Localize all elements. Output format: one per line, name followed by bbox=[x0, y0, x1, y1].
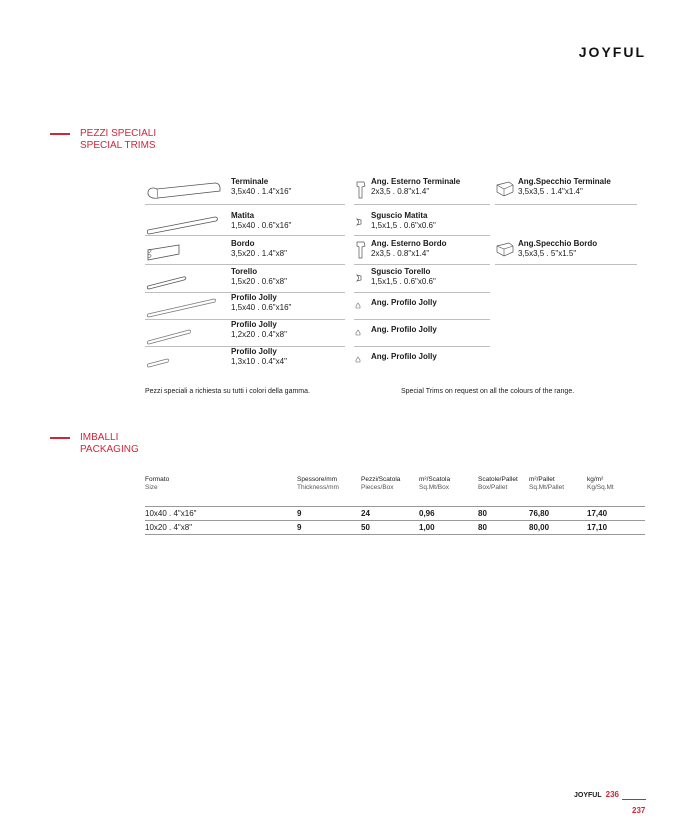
special-trims-note-it: Pezzi speciali a richiesta su tutti i colori della gamma. bbox=[145, 388, 310, 395]
corner-jolly-icon bbox=[354, 350, 368, 372]
trim-name: Sguscio Torello bbox=[371, 267, 431, 276]
trim-name: Ang. Esterno Terminale bbox=[371, 177, 461, 186]
trim-pencil-icon bbox=[145, 212, 223, 236]
corner-jolly-icon bbox=[354, 296, 368, 318]
trim-item bbox=[354, 237, 490, 265]
trim-item bbox=[145, 265, 345, 293]
trim-dimension: 1,5x40 . 0.6"x16" bbox=[231, 303, 292, 312]
column-header: Spessore/mm Thickness/mm bbox=[297, 476, 339, 491]
footer-brand: JOYFUL bbox=[574, 792, 602, 799]
trim-dimension: 3,5x3,5 . 5"x1.5" bbox=[518, 249, 577, 258]
trim-item bbox=[495, 177, 637, 205]
trim-dimension: 1,5x40 . 0.6"x16" bbox=[231, 221, 292, 230]
trim-dimension: 3,5x3,5 . 1.4"x1.4" bbox=[518, 187, 583, 196]
mirror-corner-border-icon bbox=[495, 240, 515, 262]
table-cell: 24 bbox=[361, 507, 419, 521]
trim-jolly-icon bbox=[145, 296, 223, 320]
trim-dimension: 1,2x20 . 0.4"x8" bbox=[231, 330, 287, 339]
heading-dash bbox=[50, 133, 70, 135]
column-header: m²/Pallet Sq.Mt/Pallet bbox=[529, 476, 565, 491]
trim-item bbox=[354, 177, 490, 205]
corner-jolly-icon bbox=[354, 323, 368, 345]
trim-name: Ang. Esterno Bordo bbox=[371, 239, 447, 248]
table-cell: 1,00 bbox=[419, 521, 478, 535]
corner-border-icon bbox=[354, 240, 368, 262]
cove-pencil-icon bbox=[354, 212, 368, 234]
table-cell: 9 bbox=[297, 521, 361, 535]
trim-item bbox=[354, 293, 490, 320]
mirror-corner-terminal-icon bbox=[495, 180, 515, 202]
table-cell: 50 bbox=[361, 521, 419, 535]
trim-dimension: 1,5x1,5 . 0.6"x0.6" bbox=[371, 277, 436, 286]
table-row bbox=[145, 507, 645, 521]
trim-item bbox=[145, 177, 345, 205]
table-cell: 10x20 . 4"x8" bbox=[145, 521, 297, 535]
trim-name: Matita bbox=[231, 211, 255, 220]
column-header: m²/Scatola Sq.Mt/Box bbox=[419, 476, 451, 491]
column-header: Scatole/Pallet Box/Pallet bbox=[478, 476, 518, 491]
trim-dimension: 3,5x20 . 1.4"x8" bbox=[231, 249, 287, 258]
trim-jolly-short-icon bbox=[145, 350, 223, 374]
trim-dimension: 1,5x20 . 0.6"x8" bbox=[231, 277, 287, 286]
table-cell: 17,10 bbox=[587, 521, 645, 535]
table-cell: 80,00 bbox=[529, 521, 587, 535]
footer-left bbox=[574, 790, 619, 799]
column-header: Pezzi/Scatola Pieces/Box bbox=[361, 476, 401, 491]
trim-name: Ang. Profilo Jolly bbox=[371, 298, 437, 307]
column-header: kg/m² Kg/Sq.Mt bbox=[587, 476, 614, 491]
table-header-row bbox=[145, 476, 645, 507]
page-number-left: 236 bbox=[605, 790, 619, 799]
trim-dimension: 3,5x40 . 1.4"x16" bbox=[231, 187, 292, 196]
trim-name: Profilo Jolly bbox=[231, 320, 277, 329]
trim-torello-icon bbox=[145, 268, 223, 292]
trim-terminal-icon bbox=[145, 180, 223, 204]
cove-torello-icon bbox=[354, 268, 368, 290]
trim-name: Ang.Specchio Bordo bbox=[518, 239, 598, 248]
trim-name: Torello bbox=[231, 267, 258, 276]
table-cell: 17,40 bbox=[587, 507, 645, 521]
trim-name: Ang. Profilo Jolly bbox=[371, 352, 437, 361]
packaging-title-it: IMBALLI bbox=[80, 432, 119, 443]
packaging-table bbox=[145, 476, 645, 535]
trim-item bbox=[495, 237, 637, 265]
brand-title: JOYFUL bbox=[578, 44, 646, 60]
trim-name: Sguscio Matita bbox=[371, 211, 428, 220]
trim-item bbox=[354, 265, 490, 293]
trim-name: Profilo Jolly bbox=[231, 347, 277, 356]
trim-name: Terminale bbox=[231, 177, 269, 186]
trim-item bbox=[145, 293, 345, 320]
trim-jolly-icon bbox=[145, 323, 223, 347]
trim-border-icon bbox=[145, 240, 223, 264]
table-cell: 80 bbox=[478, 507, 529, 521]
table-cell: 10x40 . 4"x16" bbox=[145, 507, 297, 521]
special-trims-note-en: Special Trims on request on all the colours of the range. bbox=[401, 388, 575, 395]
trim-item bbox=[354, 209, 490, 236]
packaging-title-en: PACKAGING bbox=[80, 444, 139, 455]
trim-name: Ang. Profilo Jolly bbox=[371, 325, 437, 334]
trim-dimension: 2x3,5 . 0.8"x1.4" bbox=[371, 187, 430, 196]
table-cell: 9 bbox=[297, 507, 361, 521]
table-cell: 0,96 bbox=[419, 507, 478, 521]
trim-item bbox=[145, 320, 345, 347]
table-row bbox=[145, 521, 645, 535]
footer-divider bbox=[622, 799, 646, 800]
trim-item bbox=[354, 320, 490, 347]
trim-name: Profilo Jolly bbox=[231, 293, 277, 302]
heading-dash bbox=[50, 437, 70, 439]
special-trims-title-it: PEZZI SPECIALI bbox=[80, 128, 157, 139]
corner-terminal-icon bbox=[354, 180, 368, 202]
trim-dimension: 1,3x10 . 0.4"x4" bbox=[231, 357, 287, 366]
table-cell: 76,80 bbox=[529, 507, 587, 521]
trim-item bbox=[145, 347, 345, 371]
trim-dimension: 1,5x1,5 . 0.6"x0.6" bbox=[371, 221, 436, 230]
special-trims-title-en: SPECIAL TRIMS bbox=[80, 140, 156, 151]
trim-item bbox=[354, 347, 490, 371]
trim-name: Ang.Specchio Terminale bbox=[518, 177, 611, 186]
trim-name: Bordo bbox=[231, 239, 255, 248]
column-header: Formato Size bbox=[145, 476, 170, 491]
trim-item bbox=[145, 209, 345, 236]
trim-item bbox=[145, 237, 345, 265]
trim-dimension: 2x3,5 . 0.8"x1.4" bbox=[371, 249, 430, 258]
page-number-right: 237 bbox=[632, 806, 646, 815]
table-cell: 80 bbox=[478, 521, 529, 535]
